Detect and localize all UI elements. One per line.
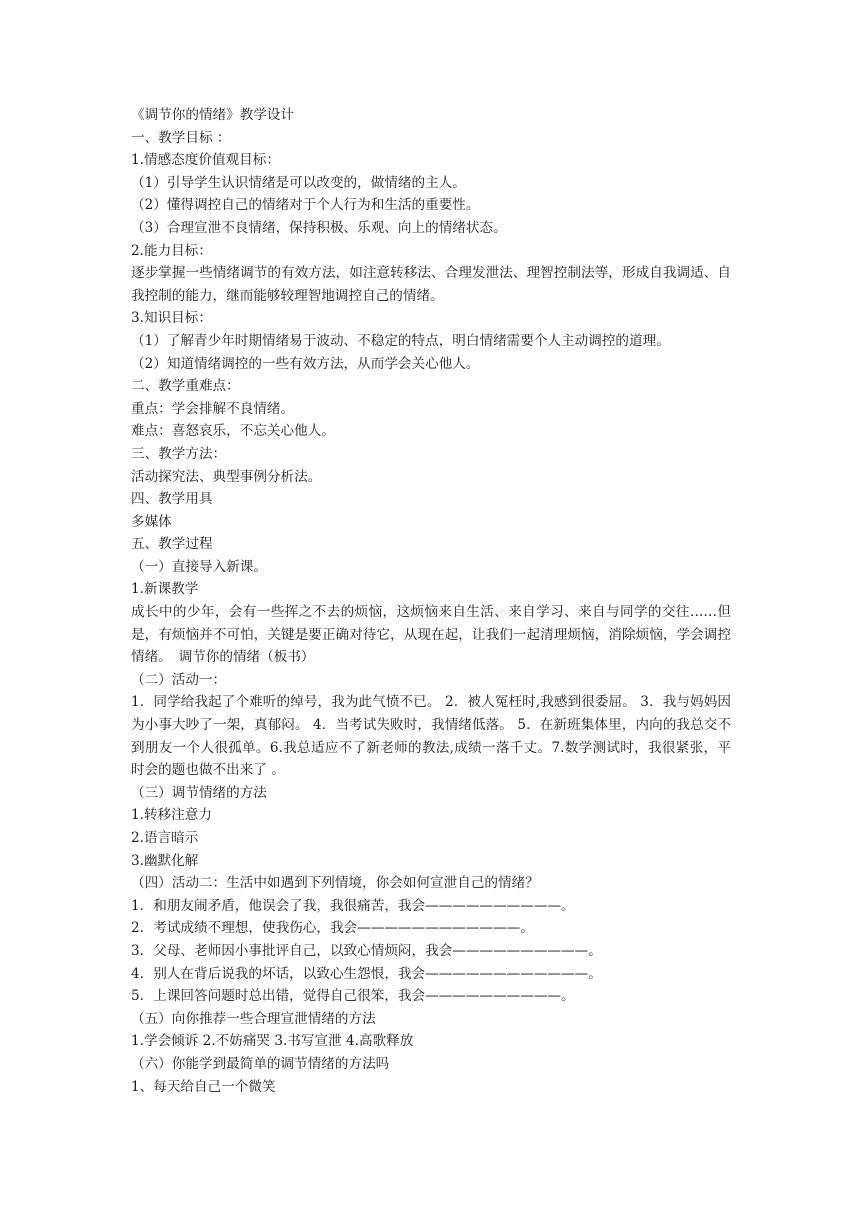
section-heading: 三、教学方法： bbox=[131, 445, 227, 462]
paragraph: 1．同学给我起了个难听的绰号，我为此气愤不已。 2．被人冤枉时,我感到很委屈。 3．我与妈妈因为小事大吵了一架，真郁闷。 4．当考试失败时，我情绪低落。 5．在新班集体里，内向的我总交不到朋友一个人很孤单。6.我总适应不了新老师的教法,成绩一落千丈。7.数学测试时，我很紧张，平时会的题也做不出来了 。 bbox=[131, 694, 731, 779]
list-item: （2）知道情绪调控的一些有效方法，从而学会关心他人。 bbox=[131, 355, 480, 372]
text-line: 活动探究法、典型事例分析法。 bbox=[131, 468, 322, 485]
section-heading: 五、教学过程 bbox=[131, 536, 213, 553]
text-line: 难点：喜怒哀乐，不忘关心他人。 bbox=[131, 423, 335, 440]
text-line: 多媒体 bbox=[131, 513, 172, 530]
list-item: 3.幽默化解 bbox=[131, 852, 199, 869]
sub-heading: 3.知识目标： bbox=[131, 310, 212, 327]
list-item: （3）合理宣泄不良情绪，保持积极、乐观、向上的情绪状态。 bbox=[131, 219, 507, 236]
list-item: 3．父母、老师因小事批评自己，以致心情烦闷，我会——————————。 bbox=[131, 942, 602, 959]
sub-heading: （六）你能学到最简单的调节情绪的方法吗 bbox=[131, 1055, 390, 1072]
sub-heading: （一）直接导入新课。 bbox=[131, 558, 267, 575]
sub-heading: 1.情感态度价值观目标： bbox=[131, 152, 280, 169]
sub-heading: 2.能力目标： bbox=[131, 242, 212, 259]
sub-heading: （四）活动二：生活中如遇到下列情境，你会如何宣泄自己的情绪？ bbox=[131, 875, 539, 892]
list-item: 1．和朋友闹矛盾，他误会了我，我很痛苦，我会——————————。 bbox=[131, 897, 575, 914]
list-item: 1、每天给自己一个微笑 bbox=[131, 1078, 276, 1095]
list-item: 2．考试成绩不理想，使我伤心，我会————————————。 bbox=[131, 920, 534, 937]
sub-heading: 1.新课教学 bbox=[131, 581, 199, 598]
list-item: 4．别人在背后说我的坏话，以致心生怨恨，我会————————————。 bbox=[131, 965, 602, 982]
document-body bbox=[131, 104, 731, 1098]
sub-heading: （三）调节情绪的方法 bbox=[131, 784, 267, 801]
sub-heading: （二）活动一： bbox=[131, 671, 227, 688]
list-item: 2.语言暗示 bbox=[131, 830, 199, 846]
list-item: （1）引导学生认识情绪是可以改变的，做情绪的主人。 bbox=[131, 174, 466, 191]
list-item: 5．上课回答问题时总出错，觉得自己很笨，我会——————————。 bbox=[131, 988, 575, 1005]
section-heading: 四、教学用具 bbox=[131, 491, 213, 508]
list-item: （1）了解青少年时期情绪易于波动、不稳定的特点，明白情绪需要个人主动调控的道理。 bbox=[131, 332, 670, 349]
section-heading: 一、教学目标 ： bbox=[131, 129, 231, 146]
paragraph: 成长中的少年，会有一些挥之不去的烦恼，这烦恼来自生活、来自学习、来自与同学的交往……但是，有烦恼并不可怕，关键是要正确对待它，从现在起，让我们一起清理烦恼，消除烦恼，学会调控情绪。 调节你的情绪（板书） bbox=[131, 604, 731, 666]
sub-heading: （五）向你推荐一些合理宣泄情绪的方法 bbox=[131, 1010, 376, 1027]
list-item: 1.转移注意力 bbox=[131, 807, 212, 824]
paragraph: 逐步掌握一些情绪调节的有效方法，如注意转移法、合理发泄法、理智控制法等，形成自我调适、自我控制的能力，继而能够较理智地调控自己的情绪。 bbox=[131, 265, 731, 304]
list-item: （2）懂得调控自己的情绪对于个人行为和生活的重要性。 bbox=[131, 197, 480, 214]
document-title: 《调节你的情绪》教学设计 bbox=[131, 107, 295, 123]
list-item: 1.学会倾诉 2.不妨痛哭 3.书写宣泄 4.高歌释放 bbox=[131, 1033, 414, 1050]
section-heading: 二、教学重难点： bbox=[131, 378, 240, 395]
text-line: 重点：学会排解不良情绪。 bbox=[131, 400, 295, 417]
